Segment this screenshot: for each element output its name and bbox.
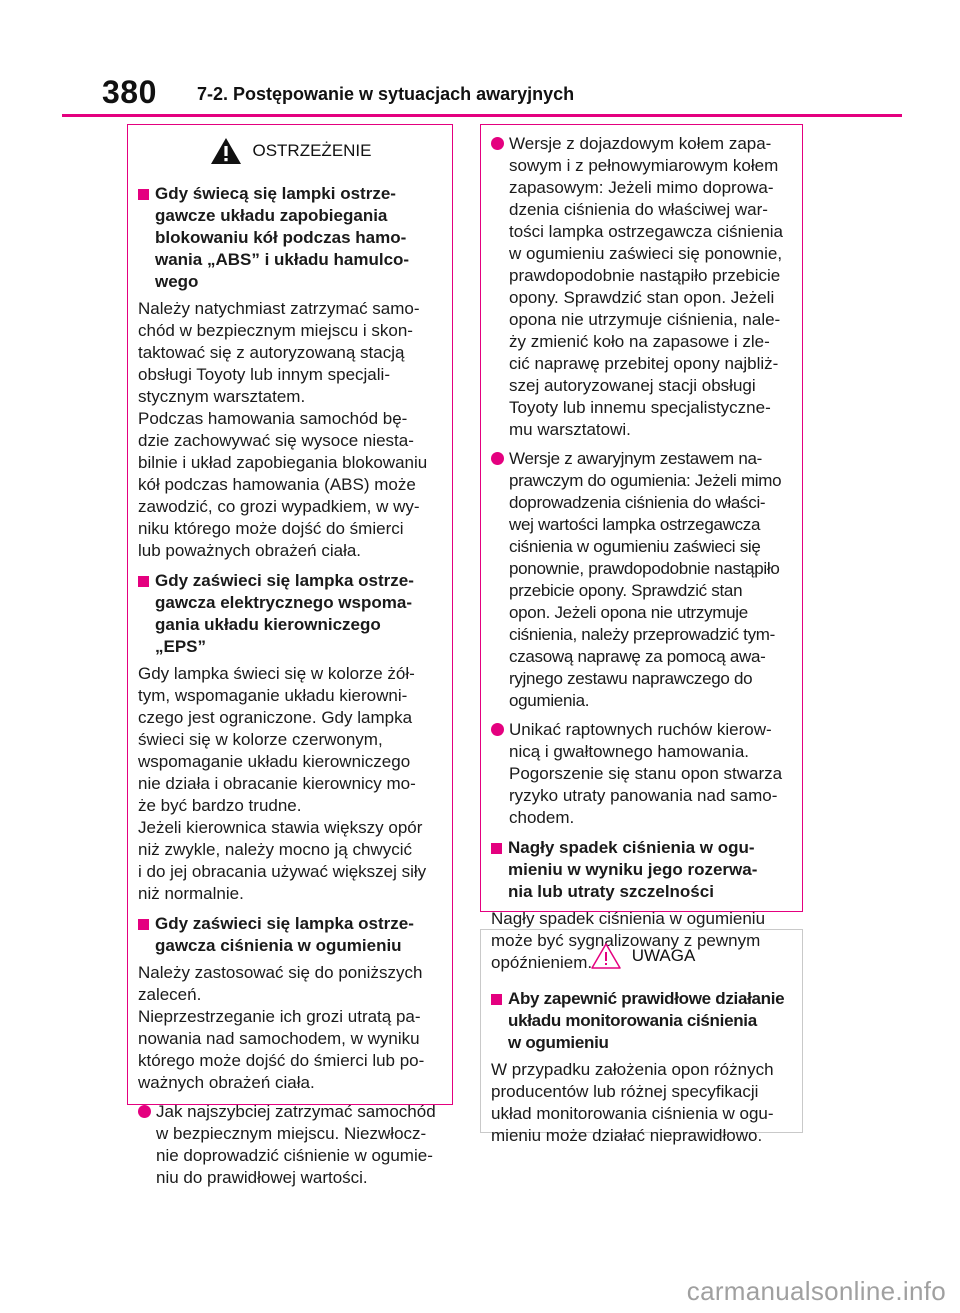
paragraph: Gdy lampka świeci się w kolorze żół- tym, wspomaganie układu kierowni- czego jest ograniczone. Gdy lampka świeci się w kolorze czerwonym, wspomaganie układu kierowniczego nie działa i obracanie kierownicy mo- że być bardzo trudne. bbox=[138, 664, 416, 815]
section-title: 7-2. Postępowanie w sytuacjach awaryjnych bbox=[197, 84, 575, 104]
square-bullet-icon bbox=[138, 576, 149, 587]
round-bullet-icon bbox=[138, 1105, 151, 1118]
page-number: 380 bbox=[102, 74, 157, 110]
caution-heading bbox=[491, 930, 794, 982]
round-bullet-icon bbox=[491, 137, 504, 150]
paragraph: Nagły spadek ciśnienia w ogumieniu może być sygnalizowany z pewnym opóźnieniem. bbox=[491, 909, 766, 972]
subsection-title: Nagły spadek ciśnienia w ogu- mieniu w wyniku jego rozerwa- nia lub utraty szczelności bbox=[508, 838, 758, 901]
list-item bbox=[491, 448, 794, 712]
subsection-eps bbox=[138, 570, 444, 658]
warning-heading bbox=[138, 125, 444, 177]
round-bullet-icon bbox=[491, 723, 504, 736]
paragraph: Jeżeli kierownica stawia większy opór niż zwykle, należy mocno ją chwycić i do jej obracania używać większej siły niż normalnie. bbox=[138, 818, 427, 903]
square-bullet-icon bbox=[491, 843, 502, 854]
list-item-text: Wersje z awaryjnym zestawem na- prawczym do ogumienia: Jeżeli mimo doprowadzenia ciśnienia do właści- wej wartości lampka ostrzegawcza ciśnienia w ogumieniu zaświeci się ponownie, prawdopodobnie nastąpiło przebicie opony. Sprawdzić stan opon. Jeżeli opona nie utrzymuje ciśnienia, należy przeprowadzić tym- czasową naprawę za pomocą awa- ryjnego zestawu naprawczego do ogumienia. bbox=[509, 449, 782, 710]
round-bullet-icon bbox=[491, 452, 504, 465]
subsection-title: Gdy świecą się lampki ostrze- gawcze układu zapobiegania blokowaniu kół podczas hamo- wania „ABS” i układu hamulco- wego bbox=[155, 184, 410, 291]
paragraph: W przypadku założenia opon różnych producentów lub różnej specyfikacji układ monitorowania ciśnienia w ogu- mieniu może działać nieprawidłowo. bbox=[491, 1060, 774, 1145]
square-bullet-icon bbox=[138, 919, 149, 930]
page-header bbox=[0, 0, 960, 120]
subsection-sudden-pressure-drop bbox=[491, 837, 794, 903]
list-item-text: Unikać raptownych ruchów kierow- nicą i gwałtownego hamowania. Pogorszenie się stanu opon stwarza ryzyko utraty panowania nad samo- chodem. bbox=[509, 720, 783, 827]
subsection-title: Gdy zaświeci się lampka ostrze- gawcza elektrycznego wspoma- gania układu kierowniczego „EPS” bbox=[155, 571, 414, 656]
list-item bbox=[491, 133, 794, 441]
warning-triangle-icon bbox=[210, 137, 242, 165]
subsection-abs bbox=[138, 183, 444, 293]
warning-heading-text: OSTRZEŻENIE bbox=[252, 141, 372, 160]
header-divider bbox=[62, 114, 902, 117]
paragraph: Należy zastosować się do poniższych zaleceń. bbox=[138, 963, 423, 1004]
paragraph: Podczas hamowania samochód bę- dzie zachowywać się wysoce niesta- bilnie i układ zapobiegania blokowaniu kół podczas hamowania (ABS) może zawodzić, co grozi wypadkiem, w wy- niku którego może dojść do śmierci lub poważnych obrażeń ciała. bbox=[138, 409, 428, 560]
paragraph: Należy natychmiast zatrzymać samo- chód w bezpiecznym miejscu i skon- taktować się z autoryzowaną stacją obsługi Toyoty lub innym specjali- stycznym warsztatem. bbox=[138, 299, 420, 406]
subsection-title: Aby zapewnić prawidłowe działanie układu monitorowania ciśnienia w ogumieniu bbox=[508, 989, 785, 1052]
list-item-text: Wersje z dojazdowym kołem zapa- sowym i z pełnowymiarowym kołem zapasowym: Jeżeli mimo doprowa- dzenia ciśnienia do właściwej war- tości lampka ostrzegawcza ciśnienia w ogumieniu zaświeci się ponownie, prawdopodobnie nastąpiło przebicie opony. Sprawdzić stan opon. Jeżeli opona nie utrzymuje ciśnienia, nale- ży zmienić koło na zapasowe i zle- cić naprawę przebitej opony najbliż- szej autoryzowanej stacji obsługi Toyoty lub innemu specjalistyczne- mu warsztatowi. bbox=[509, 134, 784, 439]
subsection-title: Gdy zaświeci się lampka ostrze- gawcza ciśnienia w ogumieniu bbox=[155, 914, 414, 955]
caution-box bbox=[480, 929, 803, 1145]
paragraph: Nieprzestrzeganie ich grozi utratą pa- nowania nad samochodem, w wyniku którego może dojść do śmierci lub po- ważnych obrażeń ciała. bbox=[138, 1007, 425, 1092]
caution-triangle-icon bbox=[590, 942, 622, 970]
square-bullet-icon bbox=[138, 189, 149, 200]
list-item-text: Jak najszybciej zatrzymać samochód w bezpiecznym miejscu. Niezwłocz- nie doprowadzić ciśnienie w ogumie- niu do prawidłowej wartości. bbox=[156, 1102, 436, 1187]
square-bullet-icon bbox=[491, 994, 502, 1005]
subsection-tpms-correct-operation bbox=[491, 988, 794, 1054]
warning-box bbox=[127, 124, 453, 1187]
watermark: carmanualsonline.info bbox=[686, 1276, 946, 1306]
list-item bbox=[138, 1101, 444, 1189]
caution-heading-text: UWAGA bbox=[631, 946, 696, 965]
subsection-tpms bbox=[138, 913, 444, 957]
list-item bbox=[491, 719, 794, 829]
